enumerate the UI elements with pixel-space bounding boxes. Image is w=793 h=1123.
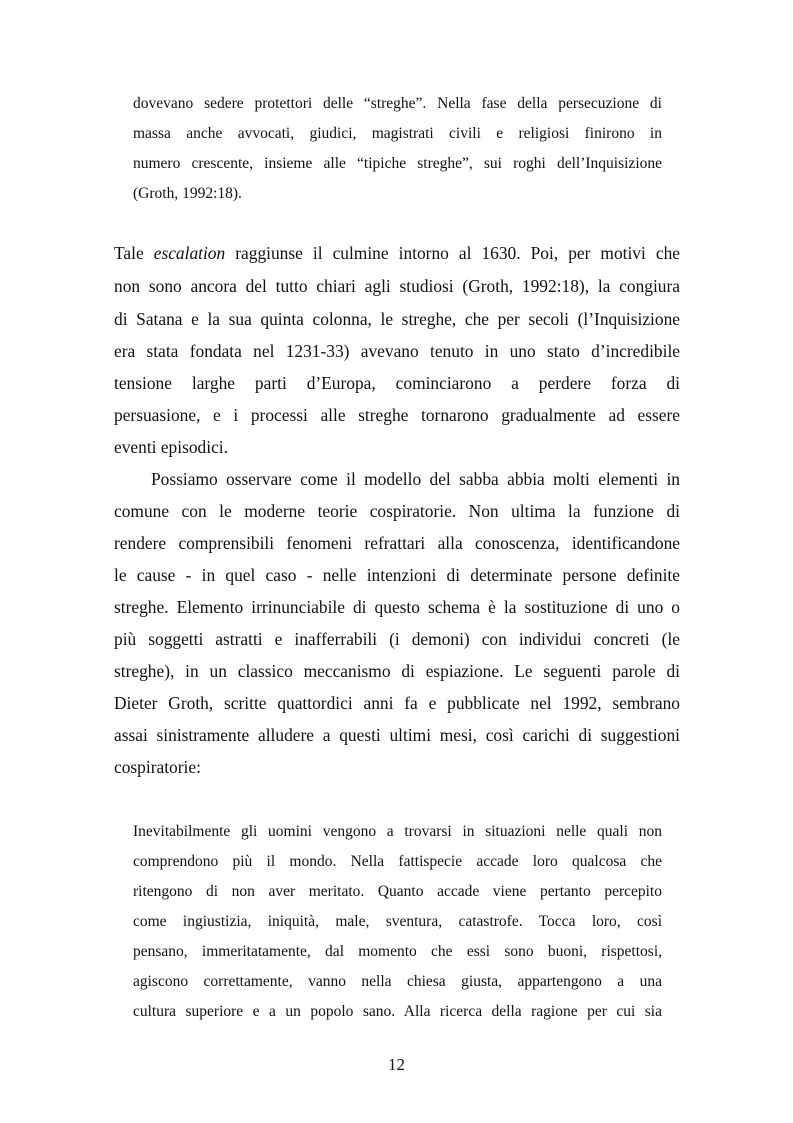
page-number: 12 [388, 1055, 405, 1074]
paragraph2-line: streghe. Elemento irrinunciabile di questo schema è la sostituzione di uno o [114, 597, 680, 617]
quote1-line: (Groth, 1992:18). [133, 185, 242, 202]
paragraph1-line: persuasione, e i processi alle streghe tornarono gradualmente ad essere [114, 405, 680, 425]
quote1-line: dovevano sedere protettori delle “streghe”. Nella fase della persecuzione di [133, 95, 662, 112]
paragraph1-line: Tale escalation raggiunse il culmine intorno al 1630. Poi, per motivi che [114, 243, 681, 263]
quote2-line: agiscono correttamente, vanno nella chiesa giusta, appartengono a una [133, 973, 662, 990]
paragraph1-line: di Satana e la sua quinta colonna, le streghe, che per secoli (l’Inquisizione [114, 309, 680, 329]
paragraph2-line: streghe), in un classico meccanismo di espiazione. Le seguenti parole di [114, 661, 680, 681]
quote2-line: pensano, immeritatamente, dal momento che essi sono buoni, rispettosi, [133, 943, 662, 960]
paragraph2-line: assai sinistramente alludere a questi ultimi mesi, così carichi di suggestioni [114, 725, 680, 745]
paragraph2-line: più soggetti astratti e inafferrabili (i demoni) con individui concreti (le [114, 629, 680, 649]
quote1-line: numero crescente, insieme alle “tipiche streghe”, sui roghi dell’Inquisizione [133, 155, 662, 172]
paragraph1-line: era stata fondata nel 1231-33) avevano tenuto in uno stato d’incredibile [114, 341, 680, 361]
paragraph1-line: eventi episodici. [114, 437, 228, 457]
quote2-line: ritengono di non aver meritato. Quanto accade viene pertanto percepito [133, 883, 662, 900]
quote2-line: Inevitabilmente gli uomini vengono a trovarsi in situazioni nelle quali non [133, 823, 662, 840]
paragraph2-line: cospiratorie: [114, 757, 201, 777]
quote2-line: comprendono più il mondo. Nella fattispecie accade loro qualcosa che [133, 853, 662, 870]
paragraph2-line: comune con le moderne teorie cospiratorie. Non ultima la funzione di [114, 501, 680, 521]
paragraph2-line: rendere comprensibili fenomeni refrattari alla conoscenza, identificandone [114, 533, 680, 553]
paragraph1-line: non sono ancora del tutto chiari agli studiosi (Groth, 1992:18), la congiura [114, 276, 680, 296]
paragraph2-line: Dieter Groth, scritte quattordici anni fa e pubblicate nel 1992, sembrano [114, 693, 680, 713]
paragraph1-line: tensione larghe parti d’Europa, cominciarono a perdere forza di [114, 373, 680, 393]
quote2-line: come ingiustizia, iniquità, male, sventura, catastrofe. Tocca loro, così [133, 913, 662, 930]
emphasis-escalation: escalation [153, 243, 226, 263]
paragraph2-line: le cause - in quel caso - nelle intenzioni di determinate persone definite [114, 565, 680, 585]
quote2-line: cultura superiore e a un popolo sano. Alla ricerca della ragione per cui sia [133, 1003, 662, 1020]
quote1-line: massa anche avvocati, giudici, magistrati civili e religiosi finirono in [133, 125, 662, 142]
paragraph2-line: Possiamo osservare come il modello del sabba abbia molti elementi in [151, 469, 680, 489]
